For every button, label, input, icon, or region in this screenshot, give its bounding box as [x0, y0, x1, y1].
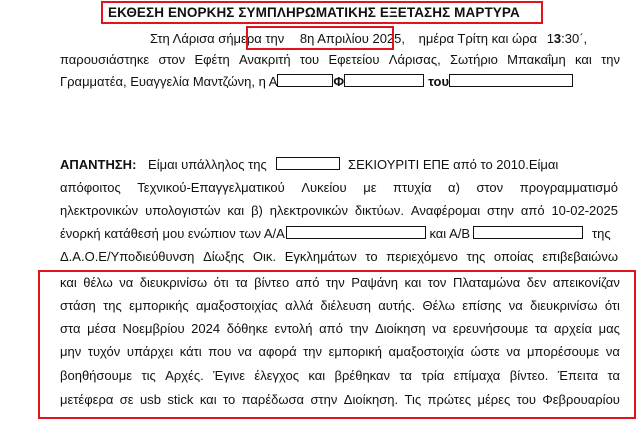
answer-line-7	[60, 298, 620, 314]
word: το	[365, 249, 378, 264]
answer-line-10	[60, 368, 620, 384]
word: Σωτήριο	[449, 52, 498, 67]
header-line-2	[60, 52, 620, 68]
word: έλεγχος	[254, 368, 299, 383]
word: της	[466, 249, 486, 264]
word: οποίας	[493, 249, 534, 264]
word: την	[303, 344, 323, 359]
word: στην	[310, 392, 338, 407]
word: θέλω	[83, 275, 113, 290]
word: 10-02-2025	[551, 203, 618, 218]
word: μας	[598, 321, 620, 336]
word: ώστε	[470, 344, 500, 359]
word: Ανακριτή	[238, 52, 291, 67]
word: το	[223, 392, 236, 407]
word: ερευνήσουμε	[452, 321, 529, 336]
header-time-suffix: :30΄,	[561, 31, 588, 46]
word: αμαξοστοιχίας	[196, 298, 278, 313]
word: στον	[158, 52, 186, 67]
word: από	[520, 203, 545, 218]
answer-text-1a: Είμαι υπάλληλος της	[148, 157, 267, 172]
word: Έγινε	[213, 368, 246, 383]
word: και	[60, 275, 77, 290]
answer-text-4a: ένορκή κατάθεσή μου ενώπιον των Α/Α	[60, 226, 285, 241]
word: παρουσιάστηκε	[60, 52, 150, 67]
word: και	[227, 203, 245, 218]
word: Πλαταμώνα	[452, 275, 521, 290]
word: Δίωξης	[203, 249, 245, 264]
header-clerk-text: Γραμματέα, Ευαγγελία Μαντζώνη, η Α	[60, 74, 278, 89]
word: την	[325, 275, 345, 290]
word: επίμαχα	[453, 368, 501, 383]
word: 2024	[191, 321, 221, 336]
word: ηλεκτρονικών	[60, 203, 139, 218]
redaction-bar	[344, 74, 424, 87]
word: ότι	[213, 275, 229, 290]
word: Τεχνικού-Επαγγελματικού	[137, 180, 285, 195]
word: παρέδωσα	[241, 392, 305, 407]
word: αφορά	[258, 344, 297, 359]
word: μπορέσουμε	[526, 344, 600, 359]
word: βοηθήσουμε	[60, 368, 133, 383]
word: αρχεία	[554, 321, 592, 336]
redaction-bar	[473, 226, 583, 239]
word: υπολογιστών	[145, 203, 221, 218]
word: τα	[534, 321, 548, 336]
header-place-text: Στη Λάρισα σήμερα την	[150, 31, 285, 46]
word: τα	[607, 368, 620, 383]
word: επιβεβαιώνω	[542, 249, 618, 264]
answer-label: ΑΠΑΝΤΗΣΗ:	[60, 157, 137, 172]
word: να	[605, 344, 620, 359]
word: και	[575, 52, 592, 67]
redaction-bar	[286, 226, 426, 239]
word: να	[237, 344, 252, 359]
word: Φεβρουαρίου	[542, 392, 620, 407]
handwritten-time-mark: 3	[553, 31, 562, 46]
word: προγραμματισμό	[519, 180, 618, 195]
word: τα	[235, 275, 248, 290]
word: τυχόν	[87, 344, 121, 359]
answer-text-4c: της	[592, 226, 611, 241]
word: δόθηκε	[226, 321, 268, 336]
word: μέσα	[87, 321, 116, 336]
word: τρία	[421, 368, 445, 383]
word: Εγκλημάτων	[284, 249, 357, 264]
word: Νοεμβρίου	[122, 321, 185, 336]
answer-line-6	[60, 275, 620, 291]
word: ηλεκτρονικών	[269, 203, 348, 218]
redaction-bar	[276, 157, 340, 170]
word: μετέφερα	[60, 392, 114, 407]
word: βίντεο.	[509, 368, 549, 383]
word: διέλευση	[320, 298, 371, 313]
word: α)	[448, 180, 460, 195]
word: Έπειτα	[557, 368, 599, 383]
answer-line-5	[60, 249, 618, 265]
word: πρώτες	[427, 392, 472, 407]
word: Δ.Α.Ο.Ε/Υποδιεύθυνση	[60, 249, 195, 264]
word: stick	[167, 392, 194, 407]
word: Ραψάνη	[351, 275, 398, 290]
word: εντολή	[274, 321, 313, 336]
answer-text-4b: και Α/Β	[429, 226, 471, 241]
word: πτυχία	[393, 180, 432, 195]
word: απεικονίζαν	[552, 275, 620, 290]
word: στα	[60, 321, 81, 336]
word: περιεχόμενο	[386, 249, 458, 264]
header-day-text: ημέρα Τρίτη και ώρα	[418, 31, 538, 46]
word: Διοίκηση.	[343, 392, 399, 407]
word: επίσης	[462, 298, 502, 313]
word: διευκρινίσω	[139, 275, 208, 290]
word: με	[363, 180, 377, 195]
word: και	[404, 275, 422, 290]
word: να	[432, 321, 447, 336]
word: να	[506, 344, 521, 359]
word: στάση	[60, 298, 96, 313]
header-time-prefix: 1	[546, 31, 554, 46]
word: Εφετείου	[328, 52, 380, 67]
word: εμπορικής	[129, 298, 189, 313]
word: Τις	[404, 392, 422, 407]
word: του	[516, 392, 536, 407]
word: κάτι	[179, 344, 202, 359]
redaction-bar	[449, 74, 573, 87]
word: από	[295, 275, 320, 290]
word: usb	[140, 392, 161, 407]
word: Θέλω	[422, 298, 455, 313]
answer-line-2	[60, 180, 618, 196]
word: Αναφέρομαι	[410, 203, 481, 218]
header-line-3	[60, 74, 573, 90]
word: να	[508, 298, 523, 313]
word: Οικ.	[252, 249, 276, 264]
word: στην	[487, 203, 514, 218]
word: που	[208, 344, 232, 359]
answer-text-1b: ΣΕΚΙΟΥΡΙΤΙ ΕΠΕ από το 2010.Είμαι	[348, 157, 559, 172]
word: την	[349, 321, 369, 336]
word: εμπορική	[328, 344, 382, 359]
word: τις	[141, 368, 156, 383]
word: Λυκείου	[301, 180, 347, 195]
answer-line-4-end	[592, 226, 611, 242]
answer-line-8	[60, 321, 620, 337]
answer-line-3	[60, 203, 618, 219]
word: σε	[119, 392, 134, 407]
header-date: 8η Απριλίου 2025,	[299, 31, 406, 46]
word: β)	[251, 203, 263, 218]
answer-line-4	[60, 226, 583, 242]
answer-line-1	[60, 157, 558, 173]
word: ότι	[604, 298, 620, 313]
word: αυτής.	[378, 298, 416, 313]
word: στον	[476, 180, 504, 195]
word: βρέθηκαν	[334, 368, 391, 383]
word: διευκρινίσω	[530, 298, 598, 313]
word: δικτύων.	[354, 203, 405, 218]
document-title: ΕΚΘΕΣΗ ΕΝΟΡΚΗΣ ΣΥΜΠΛΗΡΩΜΑΤΙΚΗΣ ΕΞΕΤΑΣΗΣ ΜΑΡΤΥΡΑ	[108, 5, 520, 20]
word: να	[119, 275, 134, 290]
answer-line-11	[60, 392, 620, 408]
word: αλλά	[285, 298, 314, 313]
word: μην	[60, 344, 82, 359]
word: βίντεο	[254, 275, 290, 290]
header-line-1	[150, 31, 587, 47]
header-tou-text: του	[428, 74, 450, 89]
word: και	[308, 368, 326, 383]
word: τα	[399, 368, 412, 383]
word: μέρες	[477, 392, 511, 407]
word: απόφοιτος	[60, 180, 121, 195]
redaction-bar	[277, 74, 333, 87]
word: αμαξοστοιχία	[388, 344, 465, 359]
word: Εφέτη	[194, 52, 230, 67]
word: υπάρχει	[126, 344, 174, 359]
word: της	[103, 298, 122, 313]
word: Μπακαΐμη	[507, 52, 566, 67]
word: από	[319, 321, 343, 336]
word: Λάρισας,	[388, 52, 441, 67]
word: Αρχές.	[165, 368, 204, 383]
word: Διοίκηση	[374, 321, 426, 336]
answer-line-9	[60, 344, 620, 360]
word: και	[199, 392, 217, 407]
word: τον	[427, 275, 447, 290]
word: δεν	[526, 275, 547, 290]
word: του	[299, 52, 320, 67]
header-phi-initial: Φ	[333, 74, 345, 89]
word: την	[601, 52, 620, 67]
